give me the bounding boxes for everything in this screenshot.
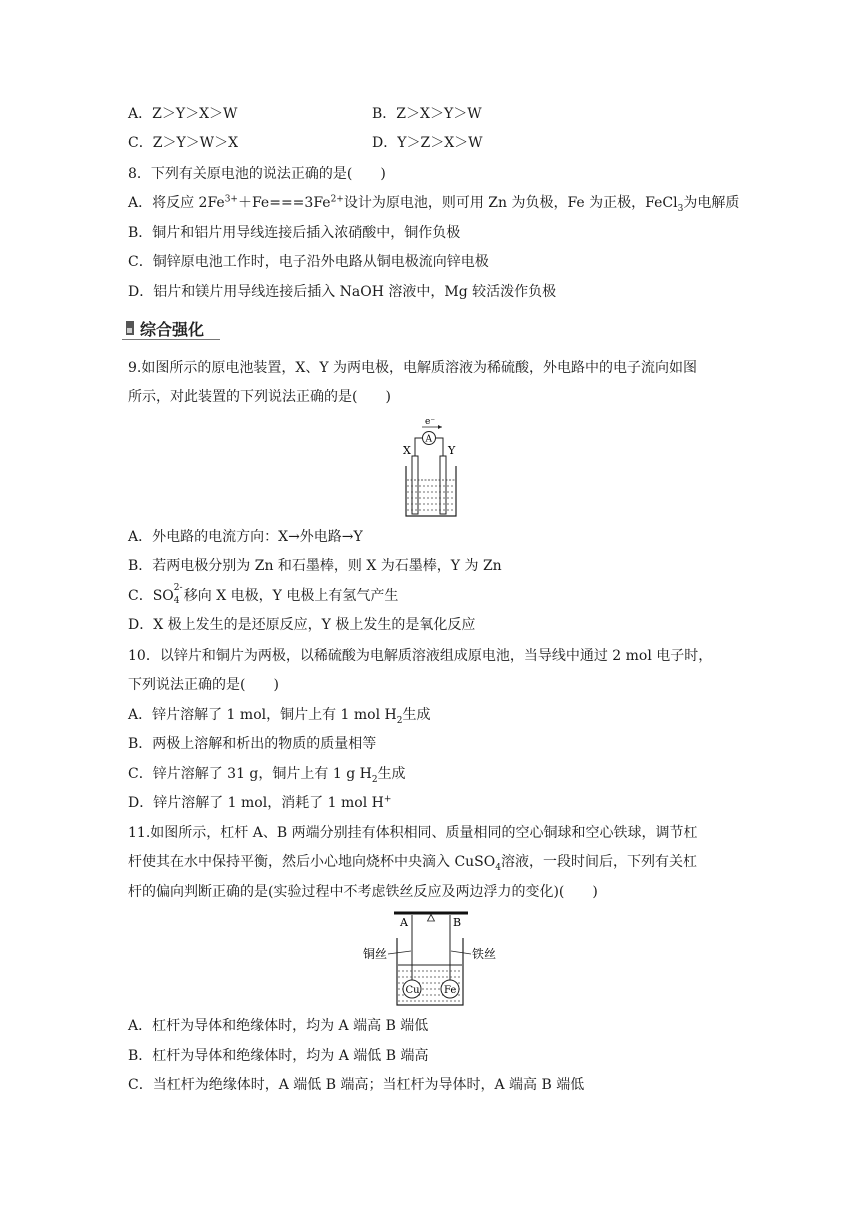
section-title: 综合强化: [140, 320, 205, 339]
q10-option-d: D．锌片溶解了 1 mol，消耗了 1 mol H+: [128, 794, 392, 811]
lever-end-a-label: A: [400, 916, 408, 929]
fulcrum-icon: [428, 915, 435, 922]
q9-stem-line2: 所示，对此装置的下列说法正确的是( ): [128, 389, 391, 405]
q11-option-c: C．当杠杆为绝缘体时，A 端低 B 端高；当杠杆为导体时，A 端高 B 端低: [128, 1077, 585, 1093]
q8-stem: 8．下列有关原电池的说法正确的是( ): [128, 166, 386, 182]
q8-option-c: C．铜锌原电池工作时，电子沿外电路从铜电极流向锌电极: [128, 254, 489, 270]
lever-beaker-figure: [360, 910, 502, 1008]
q10-option-c: C．锌片溶解了 31 g，铜片上有 1 g $H_2$生成: [128, 766, 406, 785]
electrode-y: [440, 456, 446, 514]
section-divider: [122, 339, 220, 340]
q7-option-d: D．Y＞Z＞X＞W: [372, 135, 483, 151]
q10-stem-line1: 10．以锌片和铜片为两极，以稀硫酸为电解质溶液组成原电池，当导线中通过 2 mol 电子时，: [128, 648, 713, 664]
svg-text:A: A: [425, 434, 432, 445]
q10-option-a: A．锌片溶解了 1 mol，铜片上有 1 mol $H_2$生成: [128, 707, 431, 726]
q9-option-c: C．SO 2- 4 移向 X 电极，Y 电极上有氢气产生: [128, 583, 399, 606]
q9-option-a: A．外电路的电流方向：X→外电路→Y: [128, 529, 363, 545]
q9-option-d: D．X 极上发生的是还原反应，Y 极上发生的是氧化反应: [128, 617, 476, 633]
q11-stem-line3: 杆的偏向判断正确的是(实验过程中不考虑铁丝反应及两边浮力的变化)( ): [128, 884, 598, 900]
section-header: [122, 316, 220, 340]
q9-option-b: B．若两电极分别为 Zn 和石墨棒，则 X 为石墨棒，Y 为 Zn: [128, 558, 502, 574]
svg-text:Cu: Cu: [405, 985, 420, 996]
q11-option-a: A．杠杆为导体和绝缘体时，均为 A 端高 B 端低: [128, 1018, 429, 1034]
q11-option-b: B．杠杆为导体和绝缘体时，均为 A 端低 B 端高: [128, 1048, 429, 1064]
q7-option-b: B．Z＞X＞Y＞W: [372, 106, 482, 122]
q8-option-d: D．铝片和镁片用导线连接后插入 NaOH 溶液中，Mg 较活泼作负极: [128, 284, 557, 300]
electrode-y-label: Y: [448, 444, 456, 457]
q7-option-c: C．Z＞Y＞W＞X: [128, 135, 239, 151]
iron-wire-label: 铁丝: [472, 947, 497, 961]
q11-stem-line1: 11.如图所示，杠杆 A、B 两端分别挂有体积相同、质量相同的空心铜球和空心铁球，调节杠: [128, 825, 698, 841]
q11-stem-line2: 杆使其在水中保持平衡，然后小心地向烧杯中央滴入 CuSO$_4$溶液，一段时间后，下列有关杠: [128, 854, 697, 873]
q10-option-b: B．两极上溶解和析出的物质的质量相等: [128, 736, 377, 752]
q7-option-a: A．Z＞Y＞X＞W: [128, 106, 238, 122]
galvanic-cell-figure: [398, 414, 464, 520]
electrode-x-label: X: [403, 444, 411, 457]
q9-stem-line1: 9.如图所示的原电池装置，X、Y 为两电极，电解质溶液为稀硫酸，外电路中的电子流向如图: [128, 360, 698, 376]
q8-option-b: B．铜片和铝片用导线连接后插入浓硝酸中，铜作负极: [128, 225, 461, 241]
electrode-x: [412, 456, 418, 514]
copper-wire-label: 铜丝: [363, 947, 388, 961]
svg-text:Fe: Fe: [444, 985, 457, 996]
lever-end-b-label: B: [453, 916, 462, 929]
q10-stem-line2: 下列说法正确的是( ): [128, 677, 279, 693]
fig9-electron-label: e⁻: [425, 417, 436, 427]
q8-option-a: A．将反应 $2Fe^{3+}+Fe===3Fe^{2+}$设计为原电池，则可用 Zn 为负极，Fe 为正极，FeCl$_3$为电解质: [128, 194, 740, 214]
